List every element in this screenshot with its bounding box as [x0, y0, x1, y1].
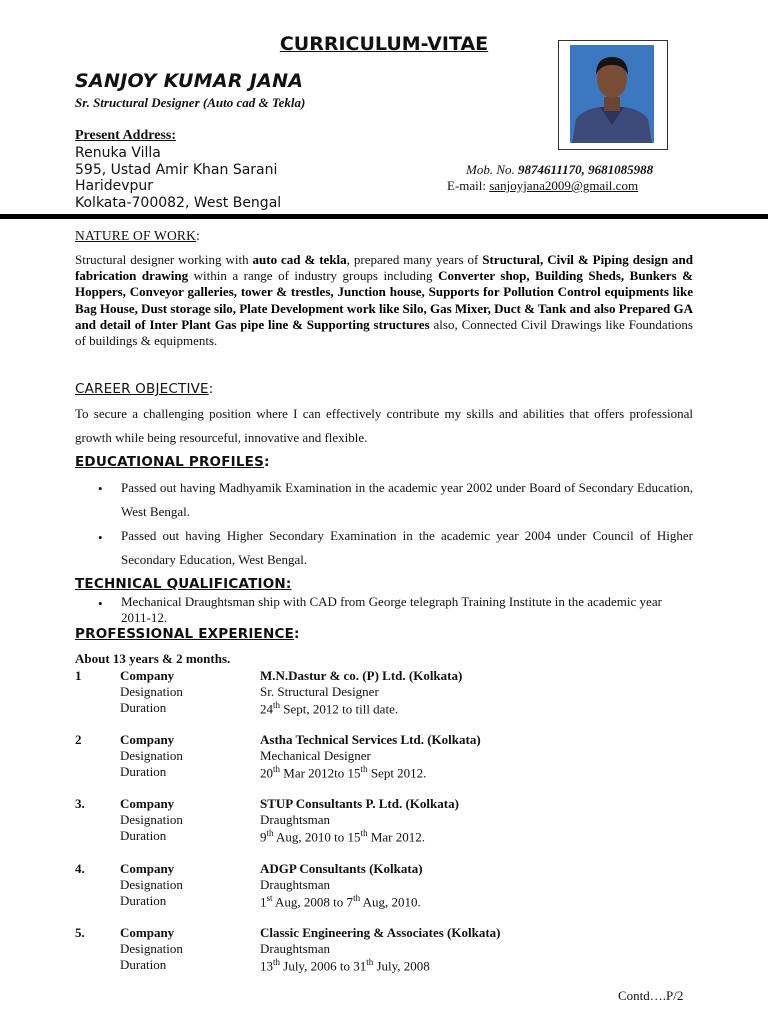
bullet-icon: • — [98, 596, 103, 611]
career-objective-text: To secure a challenging position where I can effectively contribute my skills and abilities that offers professional growth while being resourceful, innovative and flexible. — [75, 406, 693, 445]
duration-value: 20th Mar 2012to 15th Sept 2012. — [260, 764, 427, 781]
mobile-label: Mob. No. — [466, 162, 515, 177]
email-label: E-mail: — [447, 178, 486, 193]
education-heading: EDUCATIONAL PROFILES: — [75, 454, 270, 470]
document-title: CURRICULUM-VITAE — [279, 33, 489, 55]
designation-value: Draughtsman — [260, 812, 331, 827]
duration-label: Duration — [120, 893, 167, 908]
bullet-icon: • — [98, 530, 103, 545]
designation-label: Designation — [120, 812, 183, 827]
address-line-2: 595, Ustad Amir Khan Sarani — [75, 162, 278, 178]
email-link[interactable]: sanjoyjana2009@gmail.com — [489, 178, 639, 193]
company-label: Company — [120, 668, 175, 683]
duration-value: 9th Aug, 2010 to 15th Mar 2012. — [260, 828, 425, 845]
education-item-1: Passed out having Madhyamik Examination in the academic year 2002 under Board of Secondary Education, West Bengal. — [121, 480, 693, 519]
job-number: 4. — [75, 861, 85, 876]
duration-value: 13th July, 2006 to 31th July, 2008 — [260, 957, 430, 974]
duration-value: 1st Aug, 2008 to 7th Aug, 2010. — [260, 893, 421, 910]
company-label: Company — [120, 732, 175, 747]
company-name: Classic Engineering & Associates (Kolkata) — [260, 925, 501, 940]
company-name: Astha Technical Services Ltd. (Kolkata) — [260, 732, 481, 747]
duration-label: Duration — [120, 957, 167, 972]
designation-value: Draughtsman — [260, 877, 331, 892]
education-item-2: Passed out having Higher Secondary Examination in the academic year 2004 under Council of Higher Secondary Education, West Bengal. — [121, 528, 693, 567]
photo-frame — [558, 40, 668, 150]
person-photo-icon — [570, 45, 654, 143]
designation-value: Draughtsman — [260, 941, 331, 956]
designation-value: Mechanical Designer — [260, 748, 371, 763]
bullet-icon: • — [98, 481, 103, 496]
company-label: Company — [120, 796, 175, 811]
designation-value: Sr. Structural Designer — [260, 684, 379, 699]
job-number: 2 — [75, 732, 82, 747]
duration-label: Duration — [120, 764, 167, 779]
continued-note: Contd….P/2 — [618, 988, 684, 1003]
company-label: Company — [120, 861, 175, 876]
designation-label: Designation — [120, 684, 183, 699]
company-label: Company — [120, 925, 175, 940]
company-name: ADGP Consultants (Kolkata) — [260, 861, 423, 876]
address-heading: Present Address: — [75, 128, 176, 143]
duration-label: Duration — [120, 700, 167, 715]
address-line-3: Haridevpur — [75, 178, 154, 194]
mobile-number — [466, 162, 653, 178]
nature-of-work-text: Structural designer working with auto cad & tekla, prepared many years of Structural, Civil & Piping design and fabrication drawing within a range of industry groups including Converter shop, Building Sheds, Bunkers & Hoppers, Conveyor galleries, tower & trestles, Junction house, Supports for Pollution Control equipments like Bag House, Dust storage silo, Plate Development work like Silo, Gas Mixer, Duct & Tank and also Prepared GA and detail of Inter Plant Gas pipe line & Supporting structures also, Connected Civil Drawings like Foundations of buildings & equipments. — [75, 252, 693, 349]
experience-total: About 13 years & 2 months. — [75, 651, 231, 666]
job-number: 3. — [75, 796, 85, 811]
experience-heading: PROFESSIONAL EXPERIENCE: — [75, 626, 300, 642]
email — [447, 178, 638, 194]
job-number: 5. — [75, 925, 85, 940]
address-line-4: Kolkata-700082, West Bengal — [75, 195, 282, 211]
candidate-name: SANJOY KUMAR JANA — [75, 70, 304, 92]
mobile-value: 9874611170, 9681085988 — [518, 162, 654, 177]
nature-of-work-heading: NATURE OF WORK: — [75, 228, 201, 243]
candidate-subtitle: Sr. Structural Designer (Auto cad & Tekla) — [75, 95, 306, 110]
company-name: M.N.Dastur & co. (P) Ltd. (Kolkata) — [260, 668, 463, 683]
technical-item-1: Mechanical Draughtsman ship with CAD from George telegraph Training Institute in the academic year 2011-12. — [121, 594, 662, 625]
duration-value: 24th Sept, 2012 to till date. — [260, 700, 399, 717]
designation-label: Designation — [120, 877, 183, 892]
header-divider — [0, 214, 768, 219]
company-name: STUP Consultants P. Ltd. (Kolkata) — [260, 796, 459, 811]
career-objective-heading: CAREER OBJECTIVE: — [75, 381, 214, 397]
designation-label: Designation — [120, 941, 183, 956]
address-line-1: Renuka Villa — [75, 145, 161, 161]
technical-heading: TECHNICAL QUALIFICATION: — [75, 576, 292, 592]
job-number: 1 — [75, 668, 82, 683]
designation-label: Designation — [120, 748, 183, 763]
duration-label: Duration — [120, 828, 167, 843]
